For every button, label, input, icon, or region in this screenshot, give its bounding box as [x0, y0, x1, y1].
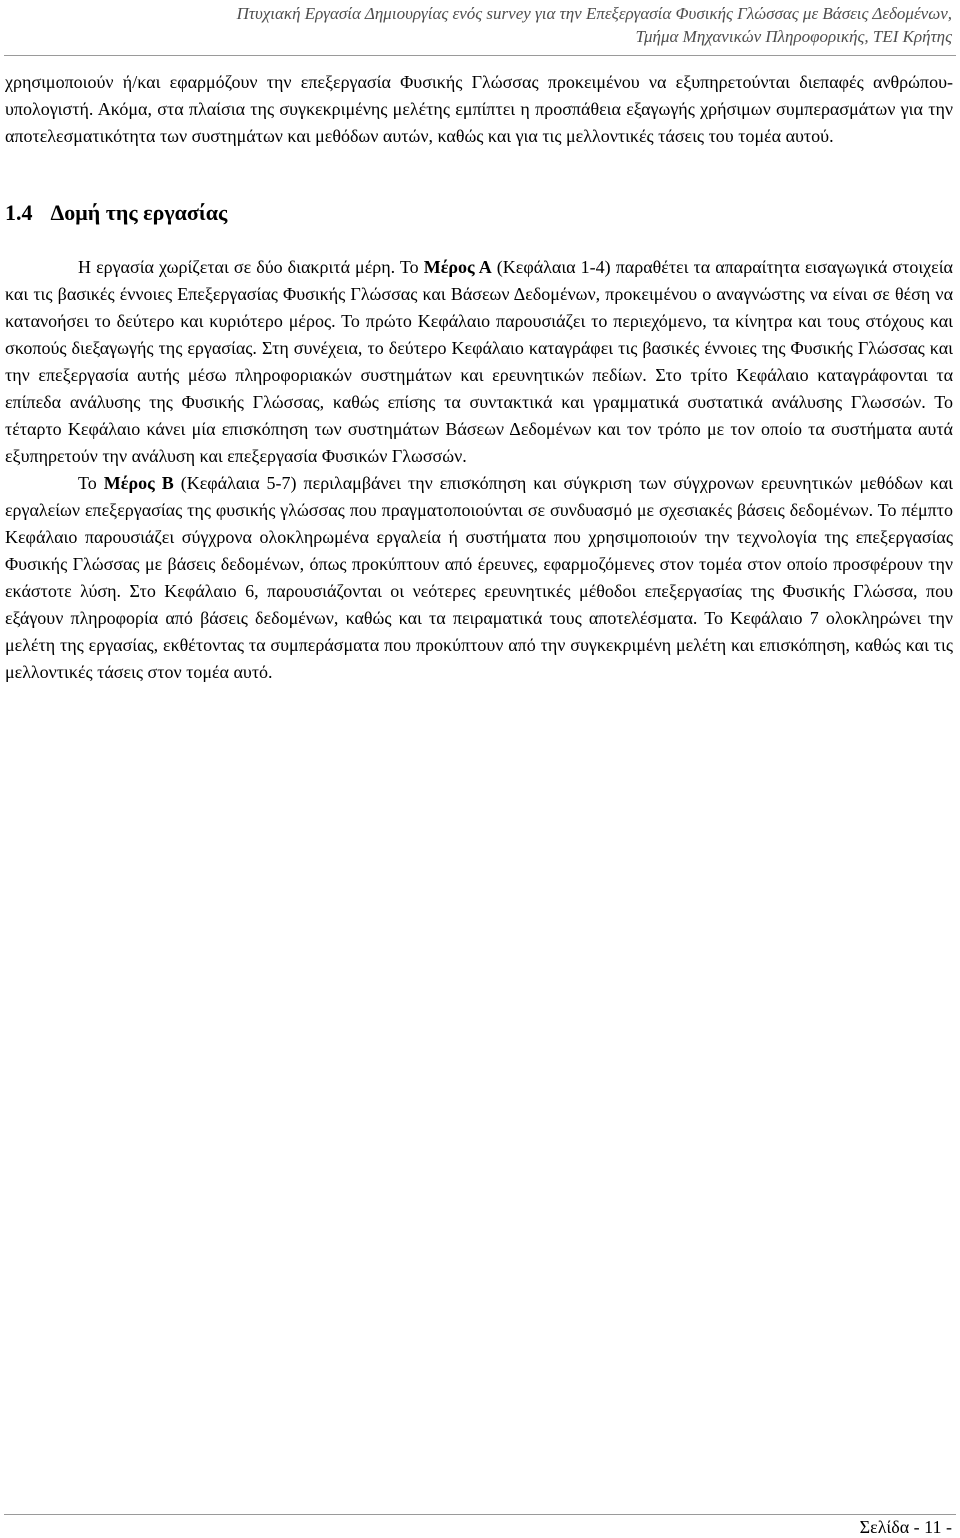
footer-divider: [4, 1514, 956, 1515]
page-number: Σελίδα - 11 -: [859, 1517, 952, 1537]
section-number: 1.4: [5, 200, 33, 225]
intro-paragraph: χρησιμοποιούν ή/και εφαρμόζουν την επεξεργασία Φυσικής Γλώσσας προκειμένου να εξυπηρετούνται διεπαφές ανθρώπου-υπολογιστή. Ακόμα, στα πλαίσια της συγκεκριμένης μελέτης εμπίπτει η προσπάθεια εξαγωγής χρήσιμων συμπερασμάτων για την αποτελεσματικότητα των συστημάτων και μεθόδων αυτών, καθώς και για τις μελλοντικές τάσεις του τομέα αυτού.: [5, 72, 953, 146]
paragraph-part-b: [5, 470, 953, 686]
paragraph-b-lead: Το: [78, 473, 104, 493]
section-title: Δομή της εργασίας: [50, 200, 228, 225]
header-divider: [4, 55, 956, 56]
section-heading: [5, 200, 227, 226]
paragraph-part-a: [5, 254, 953, 470]
paragraph-a-lead: Η εργασία χωρίζεται σε δύο διακριτά μέρη. Το: [78, 257, 424, 277]
header-line-2: Τμήμα Μηχανικών Πληροφορικής, ΤΕΙ Κρήτης: [635, 27, 952, 46]
page-header: [52, 2, 952, 48]
body-text: [5, 254, 953, 686]
intro-paragraph-block: [5, 69, 953, 150]
header-line-1: Πτυχιακή Εργασία Δημιουργίας ενός survey για την Επεξεργασία Φυσικής Γλώσσας με Βάσεις Δεδομένων,: [236, 4, 952, 23]
paragraph-b-body: (Κεφάλαια 5-7) περιλαμβάνει την επισκόπηση και σύγκριση των σύγχρονων ερευνητικών μεθόδων και εργαλείων επεξεργασίας της φυσικής γλώσσας που πραγματοποιούνται σε συνδυασμό με σχεσιακές βάσεις δεδομένων. Το πέμπτο Κεφάλαιο παρουσιάζει σύγχρονα ολοκληρωμένα εργαλεία ή συστήματα που χρησιμοποιούν την τεχνολογία της επεξεργασίας Φυσικής Γλώσσας με βάσεις δεδομένων, όπως προκύπτουν από έρευνες, εφαρμοζόμενες στον τομέα στον οποίο προσφέρουν την εκάστοτε λύση. Στο Κεφάλαιο 6, παρουσιάζονται οι νεότερες ερευνητικές μέθοδοι επεξεργασίας της Φυσικής Γλώσσα, που εξάγουν πληροφορία από βάσεις δεδομένων, καθώς και τα πειραματικά τους αποτελέσματα. Το Κεφάλαιο 7 ολοκληρώνει την μελέτη της εργασίας, εκθέτοντας τα συμπεράσματα που προκύπτουν από την συγκεκριμένη μελέτη και επισκόπηση, καθώς και τις μελλοντικές τάσεις στον τομέα αυτό.: [5, 473, 953, 682]
part-b-label: Μέρος Β: [103, 473, 174, 493]
part-a-label: Μέρος Α: [423, 257, 492, 277]
paragraph-a-body: (Κεφάλαια 1-4) παραθέτει τα απαραίτητα εισαγωγικά στοιχεία και τις βασικές έννοιες Επεξεργασίας Φυσικής Γλώσσας και Βάσεων Δεδομένων, προκειμένου ο αναγνώστης να είναι σε θέση να κατανοήσει το δεύτερο και κυριότερο μέρος. Το πρώτο Κεφάλαιο παρουσιάζει το περιεχόμενο, τα κίνητρα και τους στόχους και σκοπούς διεξαγωγής της εργασίας. Στη συνέχεια, το δεύτερο Κεφάλαιο καταγράφει τις βασικές έννοιες της Φυσικής Γλώσσας και την επεξεργασία αυτής μέσω πληροφοριακών συστημάτων και ερευνητικών πεδίων. Στο τρίτο Κεφάλαιο καταγράφονται τα επίπεδα ανάλυσης της Φυσικής Γλώσσας, καθώς επίσης τα συντακτικά και γραμματικά συστατικά ανάλυσης Γλωσσών. Το τέταρτο Κεφάλαιο κάνει μία επισκόπηση των συστημάτων Βάσεων Δεδομένων και τον τρόπο με τον οποίο τα συστήματα αυτά εξυπηρετούν την ανάλυση και επεξεργασία Φυσικών Γλωσσών.: [5, 257, 953, 466]
